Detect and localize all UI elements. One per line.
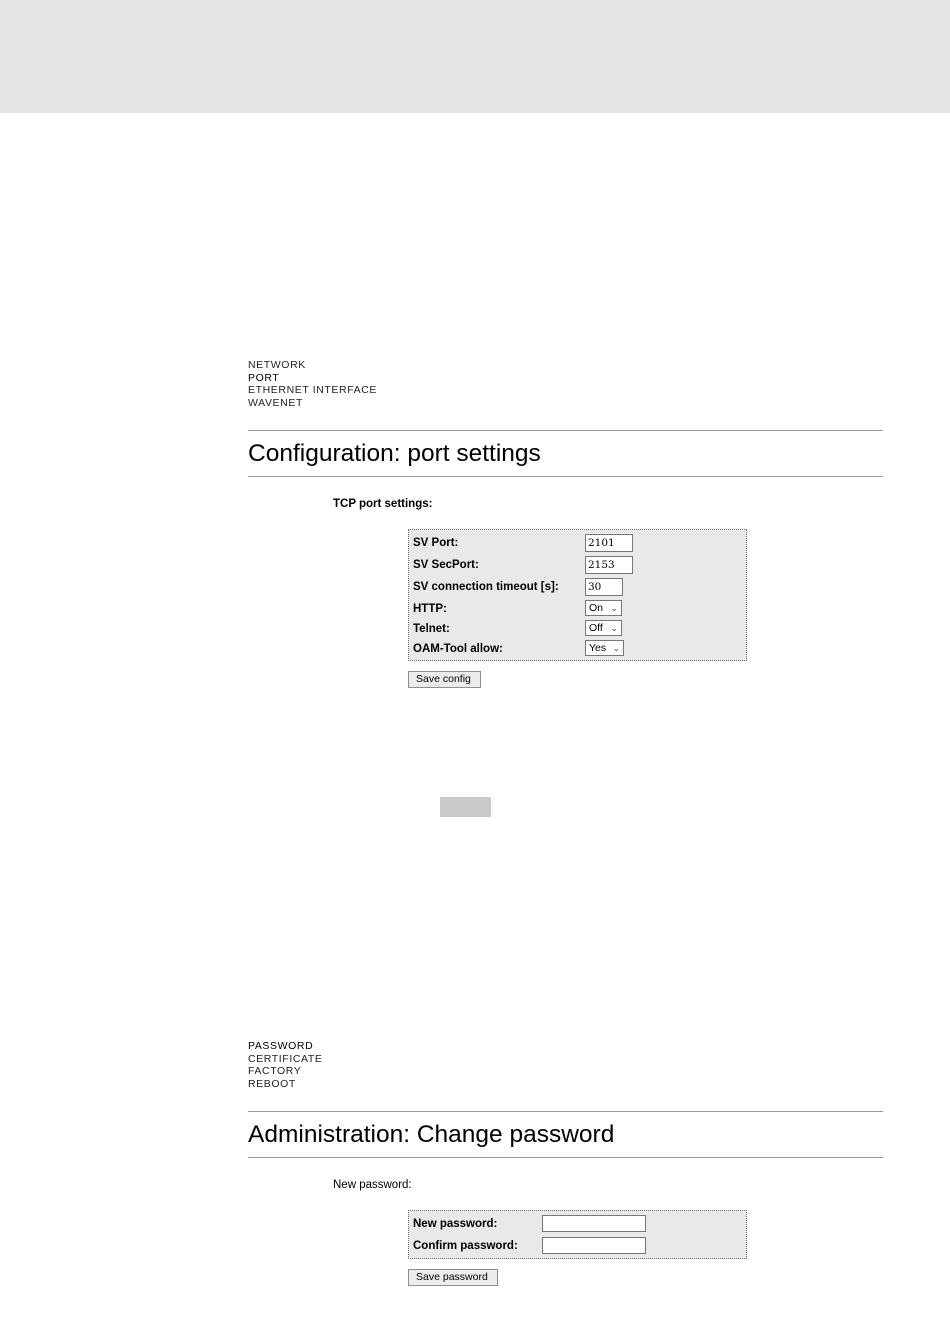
sv-secport-input[interactable] [585,556,633,574]
telnet-select-value: Off [589,622,603,634]
save-config-button[interactable]: Save config [408,671,481,688]
config-nav [248,359,377,410]
http-label: HTTP: [413,603,447,615]
nav-item-network[interactable]: NETWORK [248,359,306,371]
section-subtitle: TCP port settings: [333,498,433,510]
confirm-password-input[interactable] [542,1237,646,1254]
nav-item-reboot[interactable]: REBOOT [248,1078,296,1091]
oam-tool-select-value: Yes [589,642,607,654]
sv-timeout-label: SV connection timeout [s]: [413,581,559,593]
nav-item-port[interactable]: PORT [248,371,280,384]
change-password-form [408,1210,747,1259]
form-row-oam-tool [413,640,742,660]
new-password-label: New password: [413,1218,498,1230]
nav-item-ethernet-interface[interactable]: ETHERNET INTERFACE [248,384,378,397]
sv-port-label: SV Port: [413,537,459,549]
sv-port-input[interactable] [585,534,633,552]
oam-tool-select[interactable] [585,640,624,656]
chevron-down-icon: ⌄ [612,643,620,653]
section-subtitle: New password: [333,1179,412,1191]
page-header-band [0,0,950,113]
nav-item-wavenet[interactable]: WAVENET [248,397,303,410]
telnet-select[interactable] [585,620,622,636]
form-row-http [413,600,742,620]
form-row-new-password [413,1215,742,1235]
oam-tool-label: OAM-Tool allow: [413,643,503,655]
http-select-value: On [589,602,604,614]
form-row-sv-port [413,534,742,554]
divider [248,1157,883,1158]
port-settings-form [408,529,747,661]
gray-placeholder-block [440,797,491,817]
chevron-down-icon: ⌄ [610,603,618,613]
nav-item-certificate[interactable]: CERTIFICATE [248,1052,323,1065]
nav-item-password[interactable]: PASSWORD [248,1040,314,1052]
page-title: Administration: Change password [248,1121,615,1148]
nav-item-factory[interactable]: FACTORY [248,1065,302,1078]
form-row-sv-timeout [413,578,742,598]
divider [248,1111,883,1112]
confirm-password-label: Confirm password: [413,1240,518,1252]
divider [248,430,883,431]
new-password-input[interactable] [542,1215,646,1232]
telnet-label: Telnet: [413,623,450,635]
http-select[interactable] [585,600,622,616]
sv-timeout-input[interactable] [585,578,623,596]
divider [248,476,883,477]
form-row-sv-secport [413,556,742,576]
form-row-confirm-password [413,1237,742,1257]
chevron-down-icon: ⌄ [610,623,618,633]
save-password-button[interactable]: Save password [408,1269,498,1286]
sv-secport-label: SV SecPort: [413,559,479,571]
form-row-telnet [413,620,742,640]
page-title: Configuration: port settings [248,440,541,467]
admin-nav [248,1040,322,1091]
